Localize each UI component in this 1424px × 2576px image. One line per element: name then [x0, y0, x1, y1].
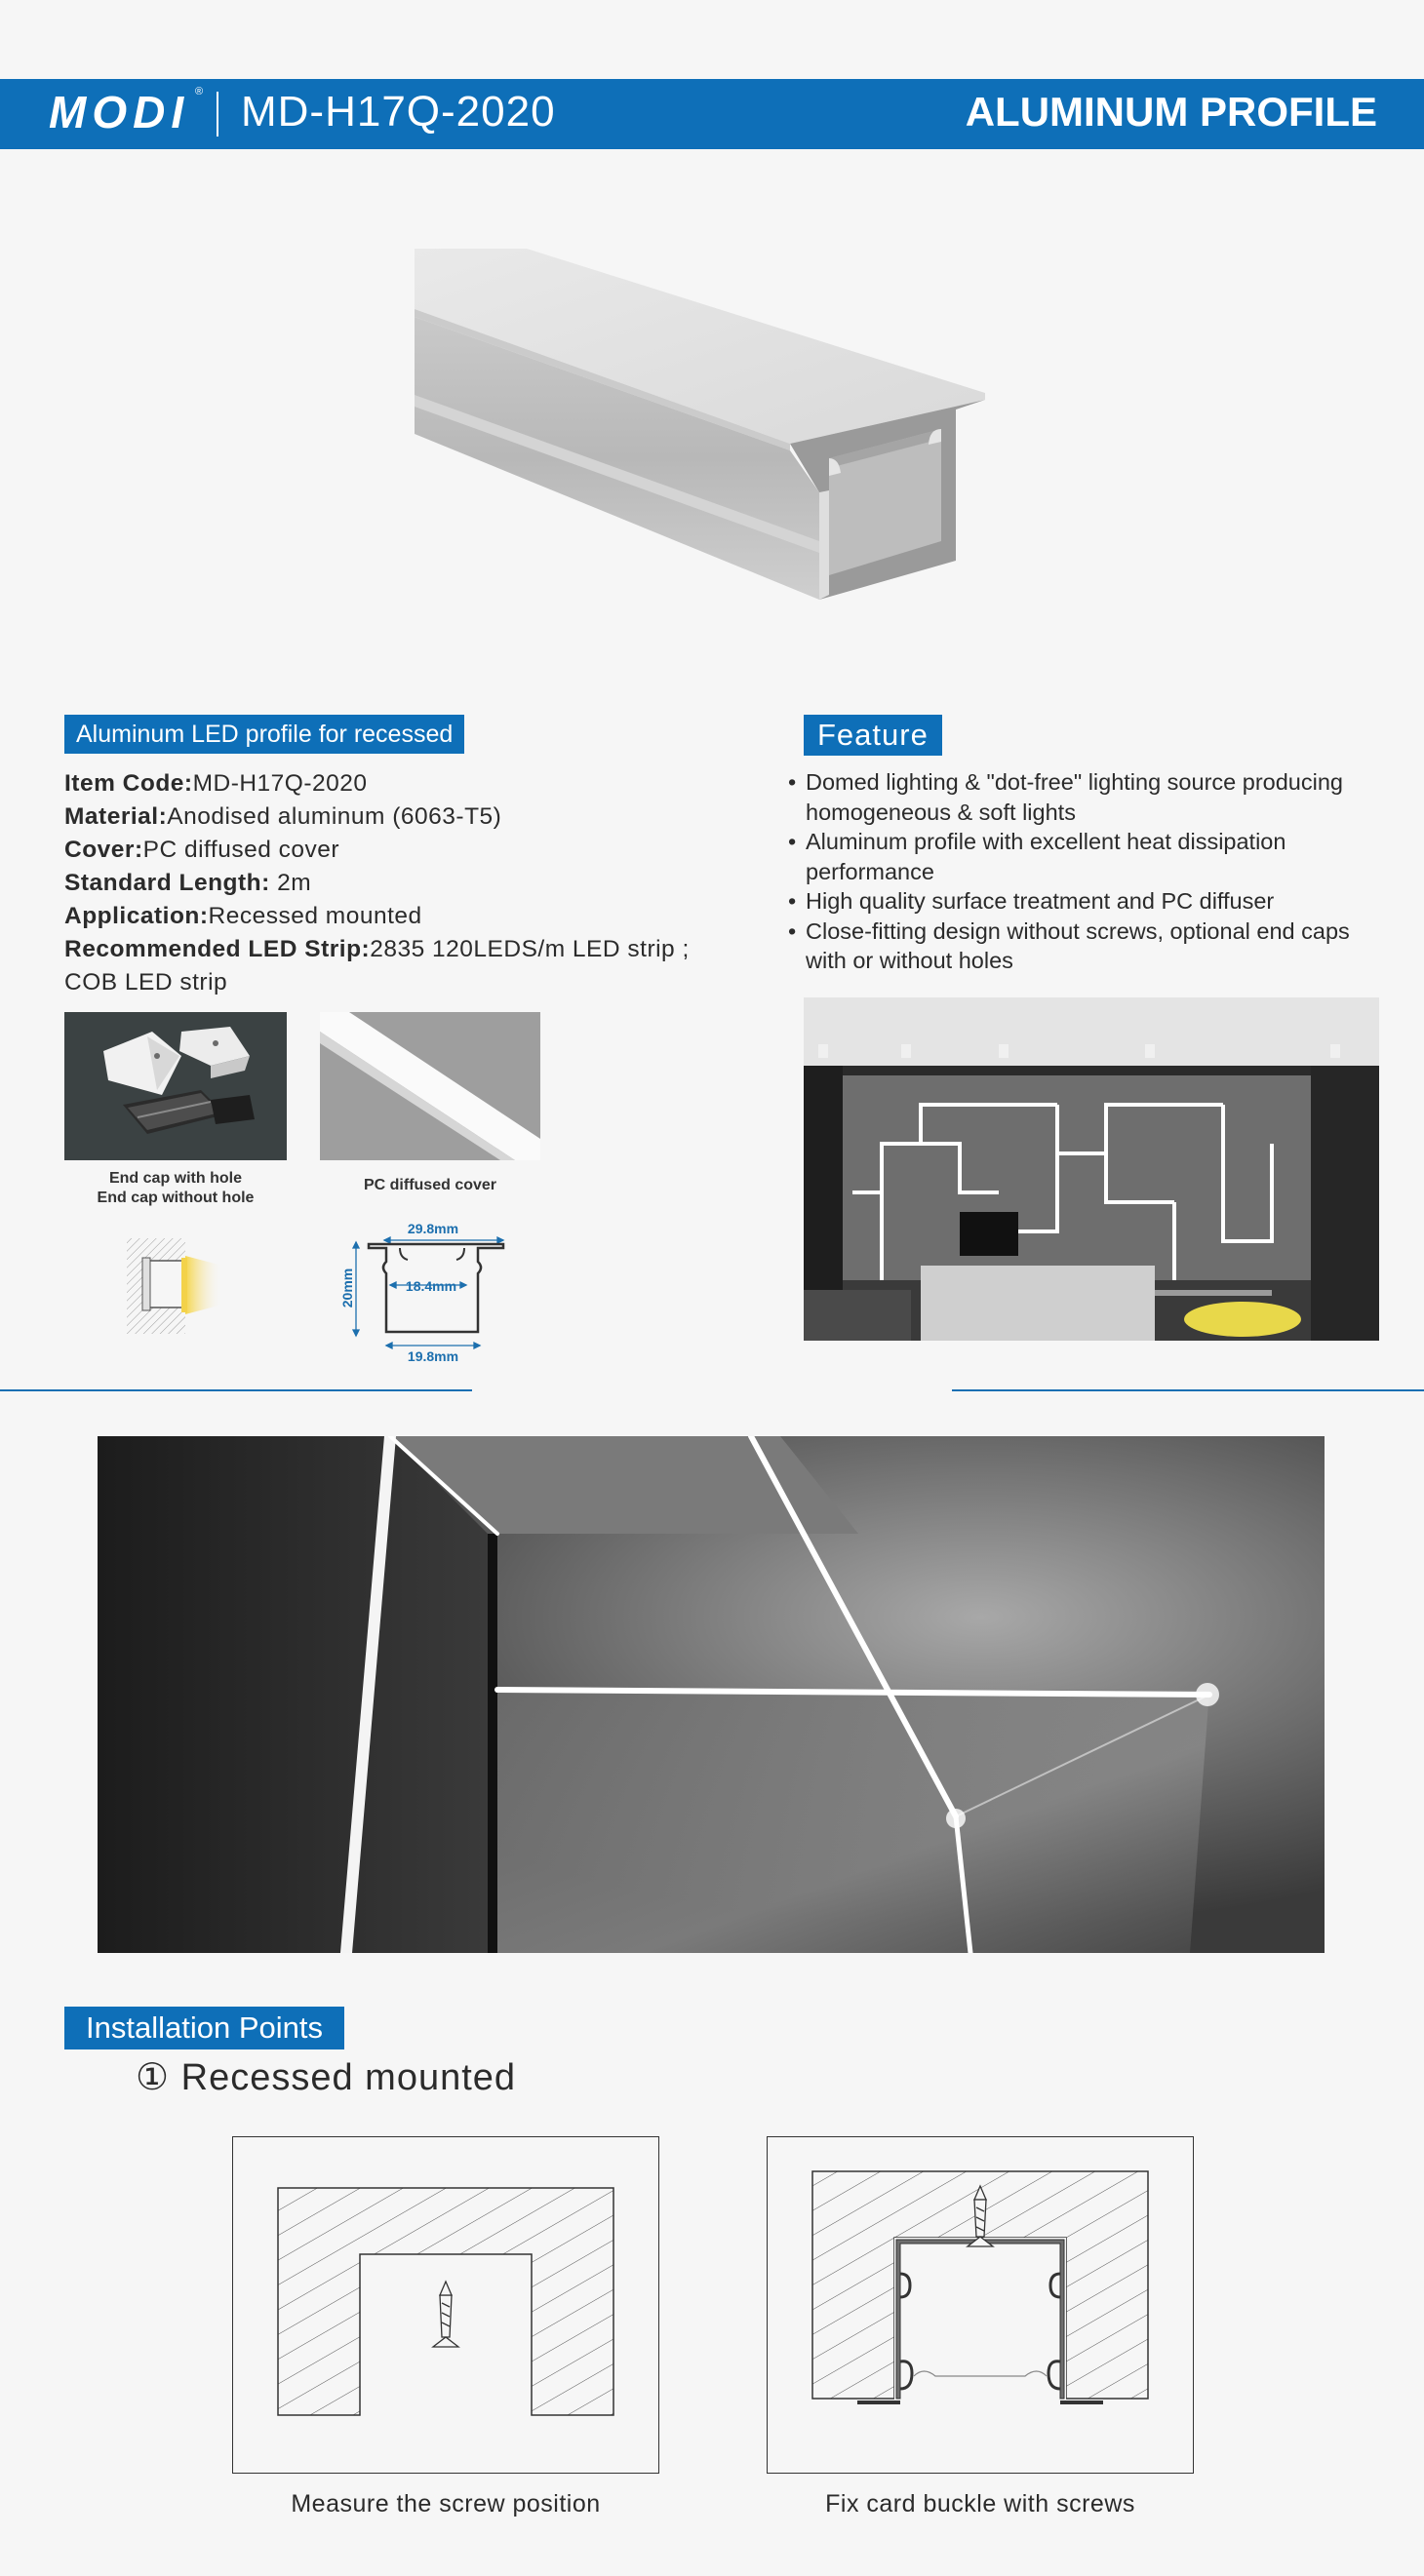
installation-section-title: Installation Points: [64, 2007, 344, 2049]
spec-row-item-code: Item Code:MD-H17Q-2020: [64, 770, 368, 797]
profile-hero-image: [410, 249, 995, 609]
spec-row-length: Standard Length: 2m: [64, 870, 312, 896]
pc-cover-caption: PC diffused cover: [363, 1177, 497, 1193]
spec-section-title: Aluminum LED profile for recessed: [64, 715, 464, 754]
end-cap-photo: [64, 1012, 287, 1160]
end-cap-caption-without-hole: End cap without hole: [97, 1190, 255, 1206]
installation-step-title: ① Recessed mounted: [136, 2057, 517, 2098]
diagram-fix-buckle: [767, 2136, 1194, 2474]
section-rule-right: [952, 1389, 1424, 1391]
ceiling-lighting-photo: [98, 1436, 1325, 1953]
feature-item: • High quality surface treatment and PC diffuser: [788, 886, 1373, 917]
spec-list: [64, 767, 737, 999]
profile-cross-section-sketch: [125, 1236, 234, 1336]
feature-list: [788, 767, 1373, 976]
header-divider: [217, 92, 218, 137]
model-number: MD-H17Q-2020: [241, 88, 556, 136]
registered-mark: ®: [195, 86, 204, 98]
diagram-measure-screw: [232, 2136, 659, 2474]
spec-row-application: Application:Recessed mounted: [64, 903, 422, 929]
feature-item: • Close-fitting design without screws, optional end caps with or without holes: [788, 917, 1373, 976]
application-room-photo: [804, 997, 1379, 1341]
spec-row-led-strip: Recommended LED Strip:2835 120LEDS/m LED strip ; COB LED strip: [64, 936, 690, 995]
section-rule-left: [0, 1389, 472, 1391]
feature-section-title: Feature: [804, 715, 942, 756]
spec-row-material: Material:Anodised aluminum (6063-T5): [64, 803, 502, 830]
end-cap-caption-with-hole: End cap with hole: [108, 1170, 242, 1187]
product-category: ALUMINUM PROFILE: [965, 89, 1377, 135]
spec-row-cover: Cover:PC diffused cover: [64, 837, 340, 863]
dim-bottom-width: 19.8mm: [407, 1348, 459, 1364]
brand-logo: MODI: [49, 87, 190, 137]
feature-item: • Domed lighting & "dot-free" lighting source producing homogeneous & soft lights: [788, 767, 1373, 827]
pc-cover-photo: [320, 1012, 540, 1160]
dim-inner-width: 18.4mm: [405, 1278, 457, 1294]
feature-item: • Aluminum profile with excellent heat dissipation performance: [788, 827, 1373, 886]
dim-top-width: 29.8mm: [407, 1221, 459, 1236]
dim-height: 20mm: [339, 1268, 355, 1308]
caption-fix-buckle: Fix card buckle with screws: [825, 2490, 1135, 2517]
caption-measure-screw: Measure the screw position: [291, 2490, 601, 2517]
